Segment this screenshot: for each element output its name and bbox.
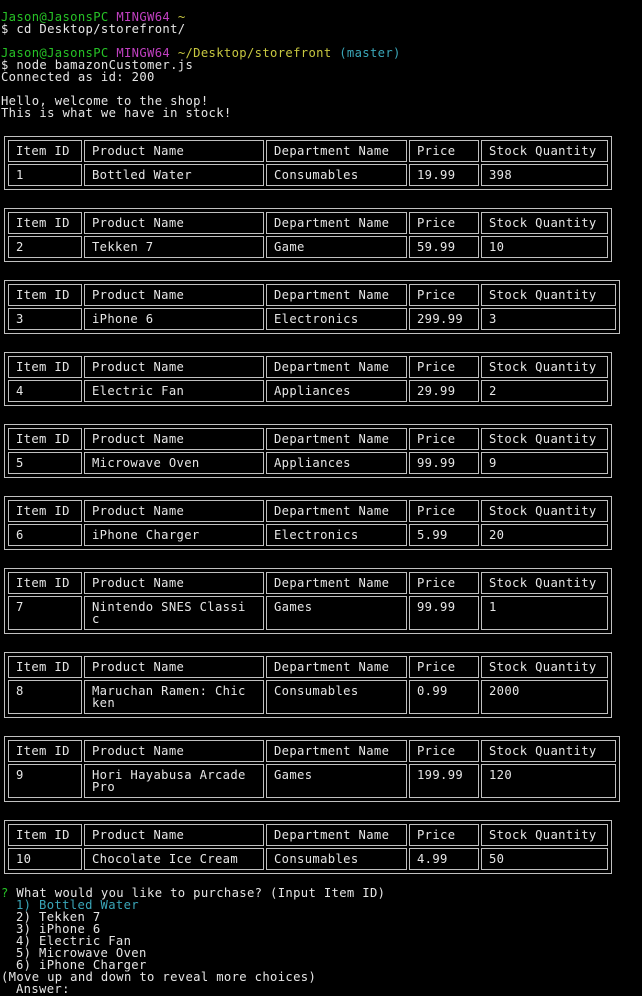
column-header: Stock Quantity xyxy=(481,212,608,234)
column-header: Item ID xyxy=(8,284,82,306)
table-row xyxy=(7,379,609,403)
column-header: Stock Quantity xyxy=(481,140,608,162)
column-header: Price xyxy=(409,428,479,450)
column-header: Stock Quantity xyxy=(481,284,616,306)
column-header: Item ID xyxy=(8,740,82,762)
table-cell-name: Microwave Oven xyxy=(84,452,264,474)
table-row xyxy=(7,763,617,799)
product-table xyxy=(4,424,612,478)
choice-item-selected[interactable]: 1) Bottled Water xyxy=(16,898,139,912)
table-cell-id: 7 xyxy=(8,596,82,630)
column-header: Stock Quantity xyxy=(481,740,616,762)
column-header: Department Name xyxy=(266,656,407,678)
table-row xyxy=(7,523,609,547)
table-cell-dept: Appliances xyxy=(266,452,407,474)
table-cell-price: 5.99 xyxy=(409,524,479,546)
table-cell-dept: Games xyxy=(266,764,407,798)
command-line-2: $ node bamazonCustomer.js xyxy=(1,58,194,72)
table-cell-name: Tekken 7 xyxy=(84,236,264,258)
column-header: Item ID xyxy=(8,656,82,678)
table-cell-id: 5 xyxy=(8,452,82,474)
table-cell-price: 199.99 xyxy=(409,764,479,798)
product-table xyxy=(4,820,612,874)
column-header: Department Name xyxy=(266,212,407,234)
column-header: Stock Quantity xyxy=(481,500,608,522)
question-mark-icon: ? xyxy=(1,886,9,900)
table-header-row xyxy=(7,571,609,595)
prompt-user: Jason@JasonsPC xyxy=(1,46,109,60)
column-header: Department Name xyxy=(266,428,407,450)
table-row xyxy=(7,451,609,475)
table-row xyxy=(7,595,609,631)
choice-item[interactable]: 6) iPhone Charger xyxy=(16,958,147,972)
table-cell-name: Nintendo SNES Classi c xyxy=(84,596,264,630)
choice-item[interactable]: 4) Electric Fan xyxy=(16,934,132,948)
table-row xyxy=(7,163,609,187)
table-cell-id: 4 xyxy=(8,380,82,402)
table-cell-price: 99.99 xyxy=(409,596,479,630)
table-cell-price: 29.99 xyxy=(409,380,479,402)
product-table xyxy=(4,208,612,262)
column-header: Department Name xyxy=(266,824,407,846)
column-header: Item ID xyxy=(8,572,82,594)
table-header-row xyxy=(7,655,609,679)
table-cell-qty: 2 xyxy=(481,380,608,402)
table-cell-price: 99.99 xyxy=(409,452,479,474)
column-header: Item ID xyxy=(8,500,82,522)
column-header: Item ID xyxy=(8,428,82,450)
column-header: Product Name xyxy=(84,656,264,678)
table-header-row xyxy=(7,823,609,847)
table-header-row xyxy=(7,739,617,763)
table-cell-price: 4.99 xyxy=(409,848,479,870)
product-table xyxy=(4,568,612,634)
column-header: Product Name xyxy=(84,428,264,450)
prompt-shell: MINGW64 xyxy=(116,10,171,24)
table-cell-id: 10 xyxy=(8,848,82,870)
table-cell-qty: 10 xyxy=(481,236,608,258)
column-header: Price xyxy=(409,356,479,378)
table-cell-dept: Consumables xyxy=(266,164,407,186)
table-cell-price: 19.99 xyxy=(409,164,479,186)
welcome-line-1: Hello, welcome to the shop! xyxy=(1,94,209,108)
table-cell-dept: Consumables xyxy=(266,680,407,714)
column-header: Department Name xyxy=(266,140,407,162)
column-header: Department Name xyxy=(266,740,407,762)
table-header-row xyxy=(7,139,609,163)
table-cell-id: 2 xyxy=(8,236,82,258)
command-line-1: $ cd Desktop/storefront/ xyxy=(1,22,186,36)
table-cell-qty: 3 xyxy=(481,308,616,330)
column-header: Product Name xyxy=(84,740,264,762)
prompt-path: ~ xyxy=(177,10,186,24)
choice-item[interactable]: 5) Microwave Oven xyxy=(16,946,147,960)
column-header: Department Name xyxy=(266,356,407,378)
choice-item[interactable]: 2) Tekken 7 xyxy=(16,910,101,924)
table-cell-id: 1 xyxy=(8,164,82,186)
prompt-user: Jason@JasonsPC xyxy=(1,10,109,24)
product-table xyxy=(4,136,612,190)
prompt-shell: MINGW64 xyxy=(116,46,171,60)
table-cell-price: 59.99 xyxy=(409,236,479,258)
table-cell-name: iPhone 6 xyxy=(84,308,264,330)
table-cell-dept: Electronics xyxy=(266,524,407,546)
column-header: Product Name xyxy=(84,824,264,846)
column-header: Product Name xyxy=(84,500,264,522)
table-cell-id: 6 xyxy=(8,524,82,546)
product-table xyxy=(4,280,620,334)
prompt-path: ~/Desktop/storefront xyxy=(177,46,332,60)
git-branch: (master) xyxy=(339,46,401,60)
table-cell-id: 3 xyxy=(8,308,82,330)
table-header-row xyxy=(7,355,609,379)
table-cell-dept: Appliances xyxy=(266,380,407,402)
table-row xyxy=(7,235,609,259)
column-header: Product Name xyxy=(84,212,264,234)
column-header: Stock Quantity xyxy=(481,356,608,378)
table-cell-qty: 2000 xyxy=(481,680,608,714)
table-cell-id: 9 xyxy=(8,764,82,798)
table-header-row xyxy=(7,283,617,307)
column-header: Stock Quantity xyxy=(481,428,608,450)
table-cell-name: Hori Hayabusa Arcade Pro xyxy=(84,764,264,798)
table-row xyxy=(7,307,617,331)
table-cell-dept: Consumables xyxy=(266,848,407,870)
column-header: Department Name xyxy=(266,500,407,522)
table-cell-name: Chocolate Ice Cream xyxy=(84,848,264,870)
table-cell-qty: 9 xyxy=(481,452,608,474)
product-table xyxy=(4,496,612,550)
table-cell-dept: Electronics xyxy=(266,308,407,330)
table-cell-qty: 398 xyxy=(481,164,608,186)
connected-message: Connected as id: 200 xyxy=(1,70,155,84)
question-text: What would you like to purchase? (Input Item ID) xyxy=(16,886,386,900)
table-cell-qty: 120 xyxy=(481,764,616,798)
choice-item[interactable]: 3) iPhone 6 xyxy=(16,922,101,936)
column-header: Department Name xyxy=(266,572,407,594)
column-header: Product Name xyxy=(84,356,264,378)
column-header: Price xyxy=(409,824,479,846)
table-cell-price: 299.99 xyxy=(409,308,479,330)
table-cell-price: 0.99 xyxy=(409,680,479,714)
scroll-hint: (Move up and down to reveal more choices) xyxy=(1,970,317,984)
table-row xyxy=(7,679,609,715)
column-header: Item ID xyxy=(8,140,82,162)
column-header: Stock Quantity xyxy=(481,656,608,678)
column-header: Item ID xyxy=(8,212,82,234)
answer-input[interactable]: Answer: xyxy=(16,982,70,996)
column-header: Price xyxy=(409,140,479,162)
table-cell-qty: 1 xyxy=(481,596,608,630)
column-header: Stock Quantity xyxy=(481,572,608,594)
welcome-line-2: This is what we have in stock! xyxy=(1,106,232,120)
table-cell-qty: 20 xyxy=(481,524,608,546)
table-cell-name: Maruchan Ramen: Chic ken xyxy=(84,680,264,714)
table-header-row xyxy=(7,211,609,235)
column-header: Price xyxy=(409,212,479,234)
column-header: Department Name xyxy=(266,284,407,306)
column-header: Item ID xyxy=(8,824,82,846)
table-header-row xyxy=(7,499,609,523)
column-header: Product Name xyxy=(84,140,264,162)
column-header: Item ID xyxy=(8,356,82,378)
column-header: Price xyxy=(409,572,479,594)
table-cell-dept: Games xyxy=(266,596,407,630)
table-row xyxy=(7,847,609,871)
table-header-row xyxy=(7,427,609,451)
column-header: Product Name xyxy=(84,572,264,594)
product-table xyxy=(4,652,612,718)
column-header: Price xyxy=(409,656,479,678)
table-cell-name: iPhone Charger xyxy=(84,524,264,546)
table-cell-id: 8 xyxy=(8,680,82,714)
table-cell-dept: Game xyxy=(266,236,407,258)
column-header: Price xyxy=(409,284,479,306)
table-cell-qty: 50 xyxy=(481,848,608,870)
column-header: Price xyxy=(409,500,479,522)
table-cell-name: Bottled Water xyxy=(84,164,264,186)
column-header: Stock Quantity xyxy=(481,824,608,846)
product-table xyxy=(4,736,620,802)
column-header: Price xyxy=(409,740,479,762)
column-header: Product Name xyxy=(84,284,264,306)
product-table xyxy=(4,352,612,406)
table-cell-name: Electric Fan xyxy=(84,380,264,402)
